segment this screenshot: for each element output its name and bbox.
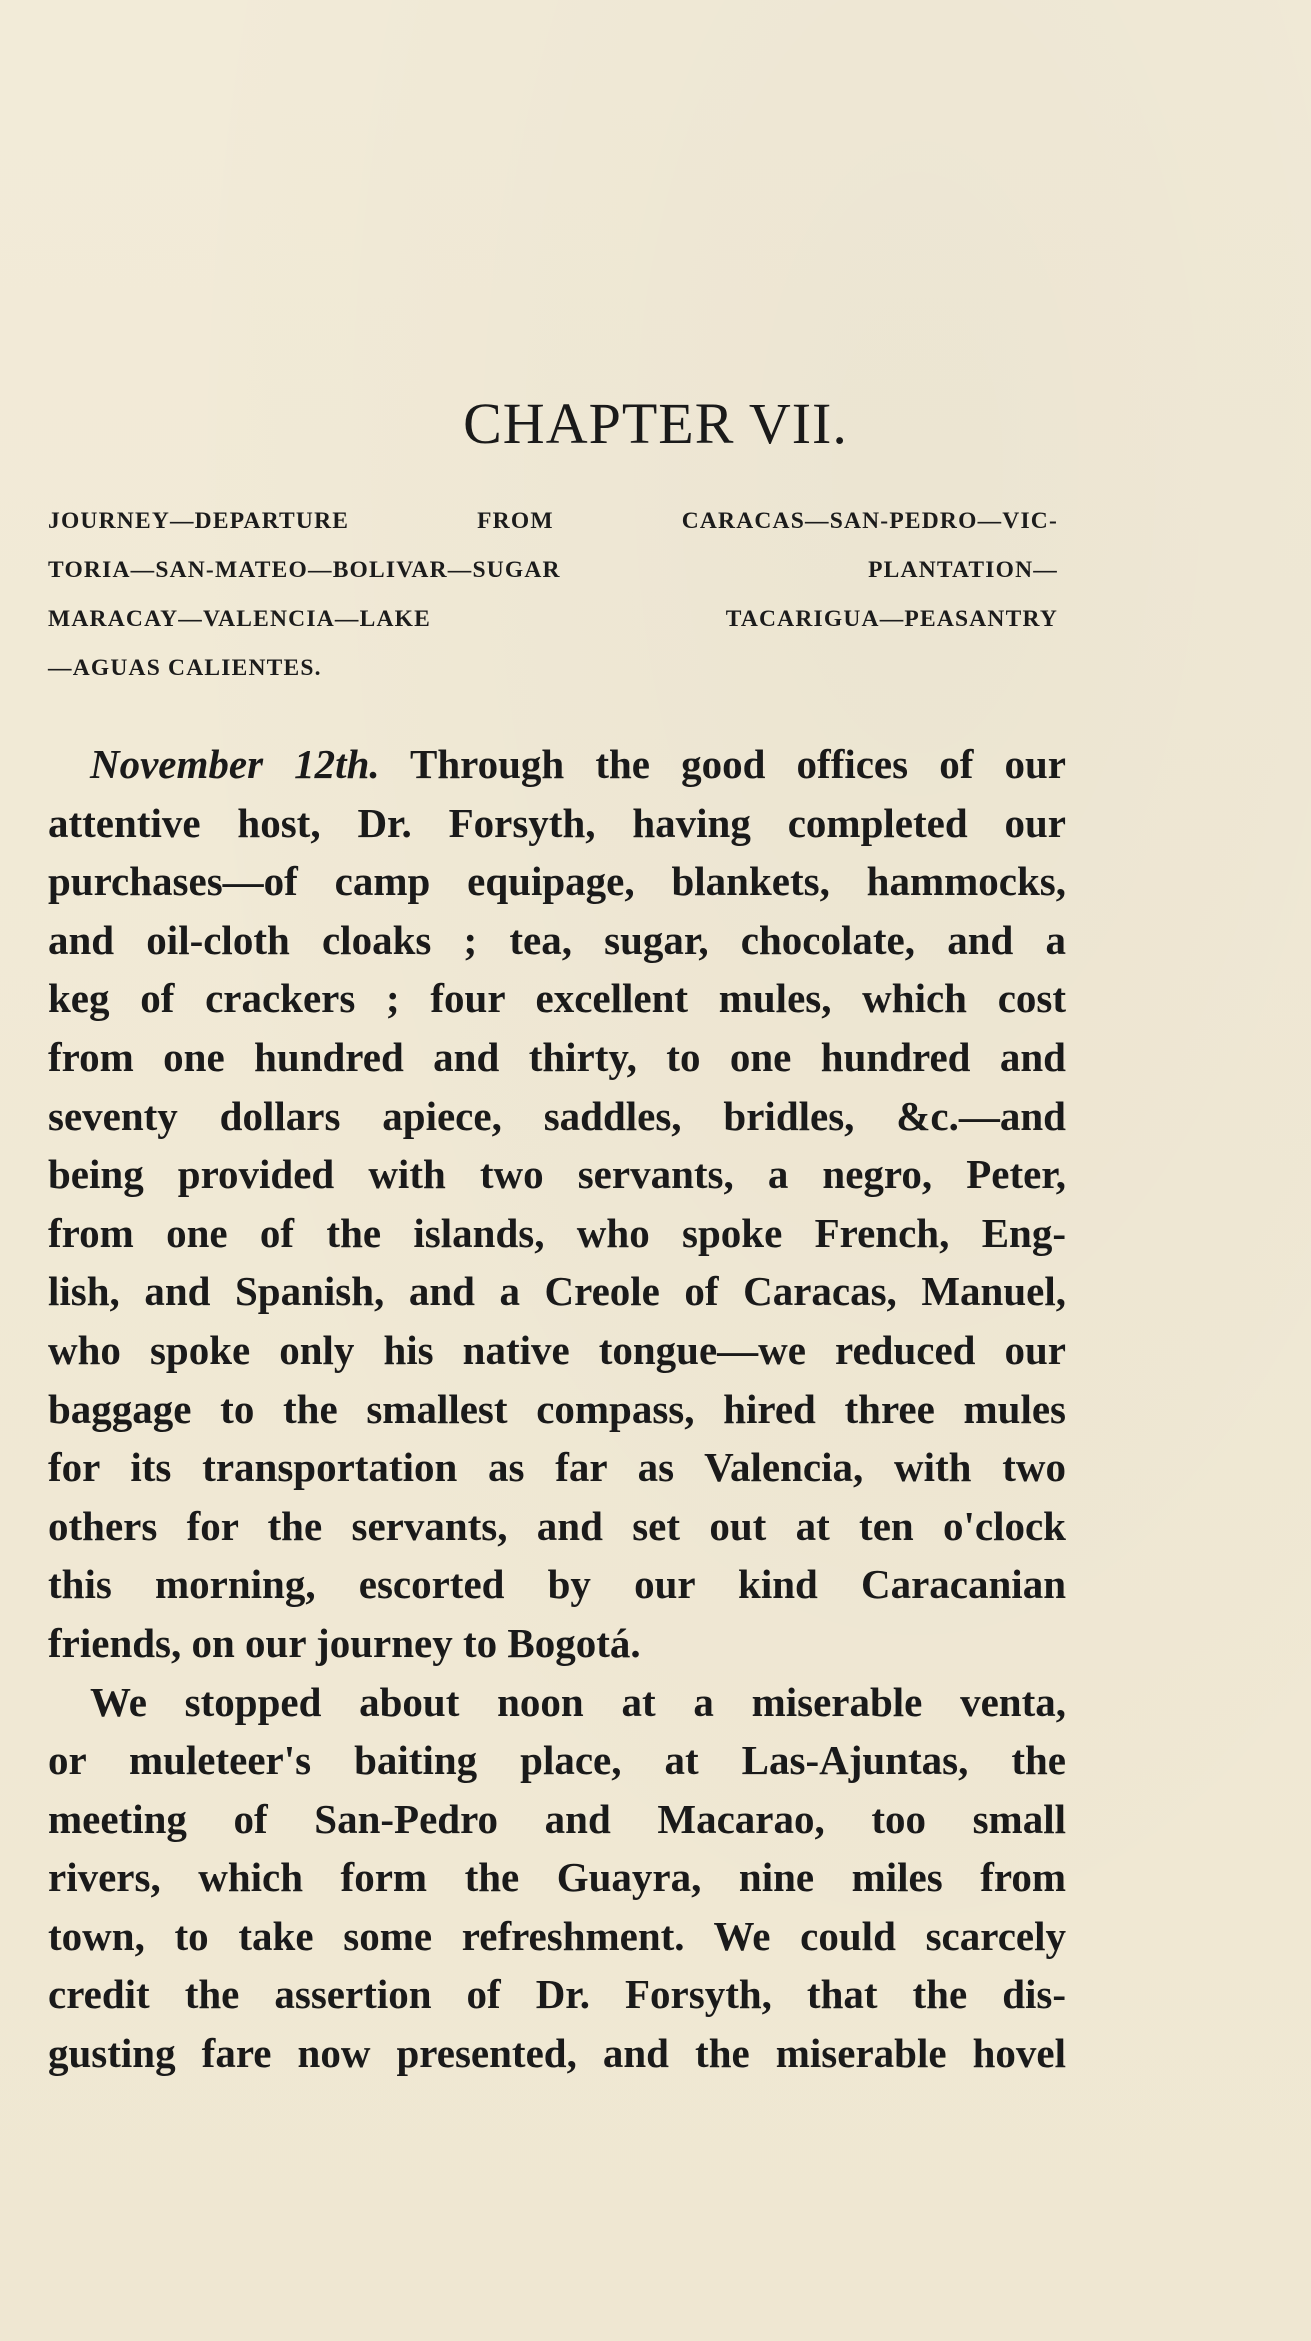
paragraph-2-line: gusting fare now presented, and the miserable hovel	[48, 2030, 1066, 2077]
summary-line: TORIA—SAN-MATEO—BOLIVAR—SUGAR PLANTATION—	[48, 557, 1058, 583]
paragraph-1-line: from one hundred and thirty, to one hundred and	[48, 1033, 1066, 1080]
body-text	[48, 735, 1066, 2083]
paragraph-1-line: attentive host, Dr. Forsyth, having completed our	[48, 799, 1066, 846]
chapter-summary	[48, 497, 1058, 693]
paragraph-1-first-line-rest: Through the good offices of our	[379, 741, 1066, 787]
summary-line: MARACAY—VALENCIA—LAKE TACARIGUA—PEASANTRY	[48, 606, 1058, 632]
paragraph-1-first-line	[48, 735, 1066, 794]
paragraph-1-line: purchases—of camp equipage, blankets, hammocks,	[48, 858, 1066, 905]
paragraph-2-line: We stopped about noon at a miserable venta,	[90, 1678, 1066, 1725]
summary-line: JOURNEY—DEPARTURE FROM CARACAS—SAN-PEDRO—VIC-	[48, 508, 1058, 534]
paragraph-1-line: who spoke only his native tongue—we reduced our	[48, 1326, 1066, 1373]
paragraph-2-line: credit the assertion of Dr. Forsyth, that the dis-	[48, 1971, 1066, 2018]
summary-line: —AGUAS CALIENTES.	[48, 655, 322, 681]
paragraph-1-line: friends, on our journey to Bogotá.	[48, 1619, 641, 1666]
paragraph-1-line: keg of crackers ; four excellent mules, which cost	[48, 975, 1066, 1022]
paragraph-2-line: meeting of San-Pedro and Macarao, too small	[48, 1795, 1066, 1842]
paragraph-1-line: this morning, escorted by our kind Caracanian	[48, 1561, 1066, 1608]
paragraph-1-line: baggage to the smallest compass, hired three mules	[48, 1385, 1066, 1432]
paragraph-1-line: lish, and Spanish, and a Creole of Caracas, Manuel,	[48, 1268, 1066, 1315]
chapter-title: CHAPTER VII.	[463, 391, 848, 456]
paragraph-1-line: seventy dollars apiece, saddles, bridles, &c.—and	[48, 1092, 1066, 1139]
paragraph-1-line: from one of the islands, who spoke French, Eng-	[48, 1209, 1066, 1256]
entry-date: November 12th.	[90, 741, 380, 787]
paragraph-2-line: town, to take some refreshment. We could scarcely	[48, 1912, 1066, 1959]
paragraph-1-line: being provided with two servants, a negro, Peter,	[48, 1151, 1066, 1198]
paragraph-2-line: rivers, which form the Guayra, nine miles from	[48, 1854, 1066, 1901]
paragraph-1-line: others for the servants, and set out at ten o'clock	[48, 1502, 1066, 1549]
paragraph-1-line: and oil-cloth cloaks ; tea, sugar, chocolate, and a	[48, 916, 1066, 963]
paragraph-1-line: for its transportation as far as Valencia, with two	[48, 1444, 1066, 1491]
paragraph-2-line: or muleteer's baiting place, at Las-Ajuntas, the	[48, 1737, 1066, 1784]
